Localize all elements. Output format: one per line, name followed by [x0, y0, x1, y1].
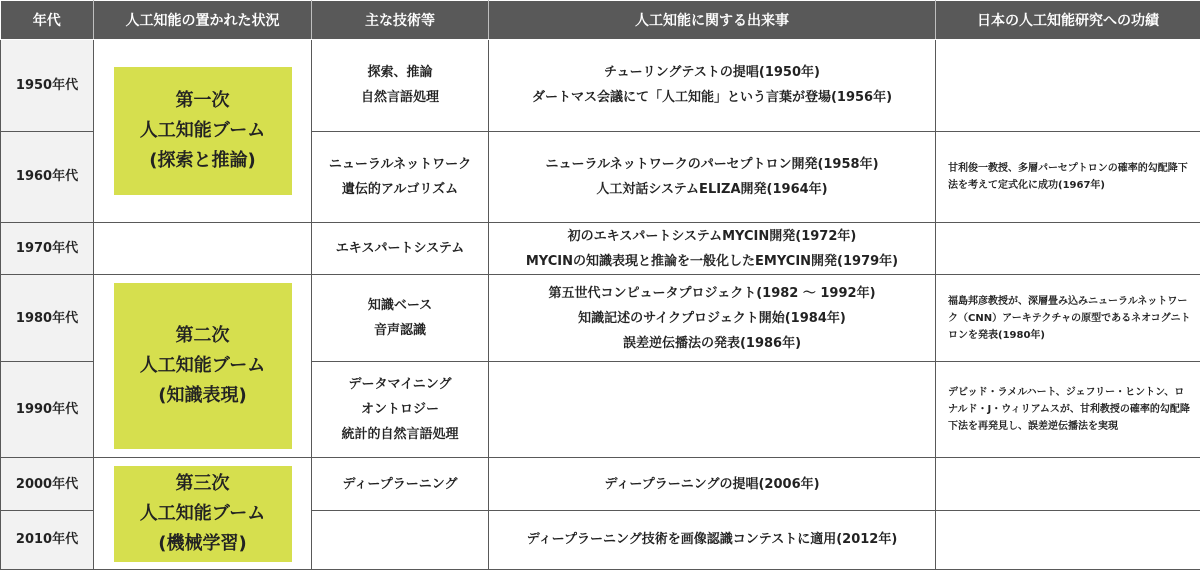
boom-cell — [94, 40, 312, 223]
table-row — [1, 274, 1200, 361]
event-item: ニューラルネットワークのパーセプトロン開発(1958年) — [545, 156, 879, 172]
japan-cell — [936, 40, 1200, 132]
tech-item: データマイニング — [348, 377, 452, 393]
boom-line: (機械学習) — [158, 532, 247, 554]
japan-cell — [936, 274, 1200, 361]
tech-cell — [312, 40, 489, 132]
boom-label — [114, 67, 292, 195]
tech-item: 自然言語処理 — [360, 90, 439, 106]
boom-line: 人工知能ブーム — [139, 502, 266, 524]
event-item: 第五世代コンピュータプロジェクト(1982 ～ 1992年) — [548, 285, 876, 301]
header-technology: 主な技術等 — [312, 1, 489, 40]
tech-item: オントロジー — [360, 402, 439, 418]
tech-item: 探索、推論 — [367, 65, 433, 81]
boom-line: 人工知能ブーム — [139, 120, 266, 142]
tech-item: 統計的自然言語処理 — [341, 427, 459, 443]
table-body — [1, 40, 1200, 570]
events-cell — [489, 274, 936, 361]
decade-cell: 2000年代 — [1, 458, 94, 511]
boom-label — [114, 466, 292, 562]
tech-cell — [312, 274, 489, 361]
boom-line: (知識表現) — [158, 385, 247, 407]
boom-line: 第一次 — [175, 90, 230, 112]
japan-cell — [936, 131, 1200, 223]
events-cell — [489, 510, 936, 569]
events-cell — [489, 362, 936, 458]
tech-item: 遺伝的アルゴリズム — [341, 181, 459, 197]
japan-cell — [936, 510, 1200, 569]
japan-item: 福島邦彦教授が、深層畳み込みニューラルネットワーク（CNN）アーキテクチャの原型であるネオコグニトロンを発表(1980年) — [948, 295, 1191, 341]
japan-cell — [936, 458, 1200, 511]
table-row — [1, 458, 1200, 511]
table-row — [1, 223, 1200, 275]
table-header — [1, 1, 1200, 40]
japan-cell — [936, 362, 1200, 458]
tech-item: エキスパートシステム — [335, 241, 465, 257]
japan-cell — [936, 223, 1200, 275]
header-events: 人工知能に関する出来事 — [489, 1, 936, 40]
boom-cell — [94, 274, 312, 457]
boom-line: 第三次 — [175, 472, 230, 494]
japan-item: デビッド・ラメルハート、ジェフリー・ヒントン、ロナルド・J・ウィリアムスが、甘利教授の確率的勾配降下法を再発見し、誤差逆伝播法を実現 — [948, 387, 1190, 433]
event-item: チューリングテストの提唱(1950年) — [604, 65, 820, 81]
table-row — [1, 40, 1200, 132]
event-item: ディープラーニングの提唱(2006年) — [604, 476, 820, 492]
decade-cell: 1950年代 — [1, 40, 94, 132]
boom-line: (探索と推論) — [149, 150, 256, 172]
event-item: MYCINの知識表現と推論を一般化したEMYCIN開発(1979年) — [525, 253, 899, 269]
events-cell — [489, 223, 936, 275]
boom-line: 人工知能ブーム — [139, 355, 266, 377]
boom-line: 第二次 — [175, 325, 230, 347]
situation-cell — [94, 223, 312, 275]
tech-item: 知識ベース — [367, 298, 433, 314]
events-cell — [489, 458, 936, 511]
tech-cell — [312, 223, 489, 275]
event-item: ディープラーニング技術を画像認識コンテストに適用(2012年) — [526, 532, 898, 548]
japan-item: 甘利俊一教授、多層パーセプトロンの確率的勾配降下法を考えて定式化に成功(1967年) — [948, 162, 1188, 191]
event-item: 初のエキスパートシステムMYCIN開発(1972年) — [567, 228, 857, 244]
boom-label — [114, 283, 292, 449]
header-row — [1, 1, 1200, 40]
header-situation: 人工知能の置かれた状況 — [94, 1, 312, 40]
event-item: 知識記述のサイクプロジェクト開始(1984年) — [578, 310, 846, 326]
decade-cell: 1990年代 — [1, 362, 94, 458]
tech-item: ニューラルネットワーク — [328, 156, 472, 172]
tech-cell — [312, 131, 489, 223]
events-cell — [489, 131, 936, 223]
event-item: ダートマス会議にて「人工知能」という言葉が登場(1956年) — [531, 90, 893, 106]
boom-cell — [94, 458, 312, 570]
events-cell — [489, 40, 936, 132]
header-decade: 年代 — [1, 1, 94, 40]
decade-cell: 1960年代 — [1, 131, 94, 223]
header-japan-contributions: 日本の人工知能研究への功績 — [936, 1, 1200, 40]
event-item: 人工対話システムELIZA開発(1964年) — [596, 181, 828, 197]
decade-cell: 2010年代 — [1, 510, 94, 569]
tech-item: ディープラーニング — [342, 476, 458, 492]
tech-cell — [312, 458, 489, 511]
decade-cell: 1980年代 — [1, 274, 94, 361]
decade-cell: 1970年代 — [1, 223, 94, 275]
event-item: 誤差逆伝播法の発表(1986年) — [622, 335, 802, 351]
tech-item: 音声認識 — [373, 323, 426, 339]
tech-cell — [312, 510, 489, 569]
tech-cell — [312, 362, 489, 458]
